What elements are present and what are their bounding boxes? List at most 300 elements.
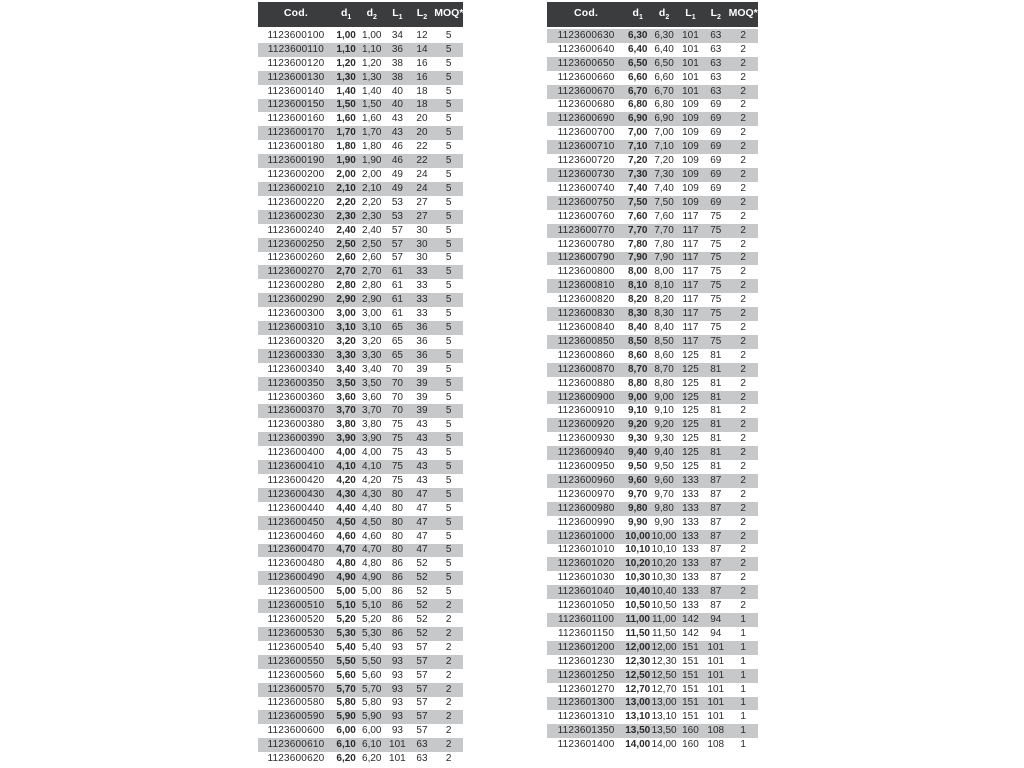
d2-cell: 4,70 xyxy=(362,545,382,556)
code-cell: 1123600290 xyxy=(267,295,325,306)
table-row xyxy=(258,85,463,99)
l2-cell: 87 xyxy=(710,545,722,556)
d1-cell: 2,30 xyxy=(336,211,356,222)
table-row xyxy=(258,349,463,363)
d2-cell: 6,50 xyxy=(654,58,674,69)
l1-cell: 43 xyxy=(391,128,403,139)
moq-cell: 2 xyxy=(740,545,746,556)
d2-cell: 7,70 xyxy=(654,225,674,236)
d1-cell: 2,00 xyxy=(336,170,356,181)
code-cell: 1123600510 xyxy=(267,601,325,612)
table-row xyxy=(258,627,463,641)
moq-cell: 5 xyxy=(445,559,452,570)
code-cell: 1123600400 xyxy=(267,448,325,459)
code-cell: 1123600550 xyxy=(267,656,325,667)
moq-cell: 1 xyxy=(740,712,746,723)
table-row xyxy=(547,655,758,669)
l2-cell: 63 xyxy=(710,58,722,69)
l1-cell: 133 xyxy=(682,601,699,612)
code-cell: 1123600350 xyxy=(267,378,325,389)
l2-cell: 81 xyxy=(710,392,722,403)
d1-cell: 1,00 xyxy=(336,30,356,41)
catalog-table-right xyxy=(547,2,758,752)
d1-cell: 7,60 xyxy=(627,211,648,222)
l2-cell: 75 xyxy=(710,295,722,306)
l1-cell: 133 xyxy=(682,545,699,556)
d2-cell: 2,20 xyxy=(362,197,382,208)
d1-cell: 6,90 xyxy=(627,114,648,125)
l2-cell: 52 xyxy=(416,615,428,626)
l2-cell: 75 xyxy=(710,239,722,250)
l1-cell: 86 xyxy=(391,587,403,598)
code-cell: 1123600230 xyxy=(267,211,325,222)
d2-cell: 2,80 xyxy=(362,281,382,292)
code-cell: 1123601250 xyxy=(557,670,615,681)
d1-cell: 2,20 xyxy=(336,197,356,208)
l1-cell: 70 xyxy=(391,378,403,389)
d2-cell: 3,90 xyxy=(362,434,382,445)
d2-cell: 9,90 xyxy=(654,517,674,528)
d2-cell: 3,50 xyxy=(362,378,382,389)
catalog-table-left xyxy=(258,2,463,766)
d2-cell: 13,00 xyxy=(651,698,677,709)
table-row xyxy=(547,363,758,377)
moq-cell: 5 xyxy=(445,183,452,194)
l2-cell: 43 xyxy=(416,448,428,459)
code-cell: 1123600380 xyxy=(267,420,325,431)
d2-cell: 3,10 xyxy=(362,322,382,333)
table-row xyxy=(547,613,758,627)
l1-cell: 133 xyxy=(682,531,699,542)
l2-cell: 52 xyxy=(416,601,428,612)
l1-cell: 43 xyxy=(391,114,403,125)
moq-cell: 2 xyxy=(740,100,746,111)
moq-cell: 5 xyxy=(445,58,452,69)
moq-cell: 2 xyxy=(740,58,746,69)
l2-cell: 75 xyxy=(710,322,722,333)
l2-cell: 52 xyxy=(416,628,428,639)
d2-cell: 6,70 xyxy=(654,86,674,97)
moq-cell: 1 xyxy=(740,642,746,653)
d2-cell: 7,00 xyxy=(654,128,674,139)
code-cell: 1123600540 xyxy=(267,642,325,653)
moq-cell: 2 xyxy=(445,726,452,737)
code-cell: 1123600710 xyxy=(557,142,615,153)
d1-cell: 4,20 xyxy=(336,475,356,486)
l2-cell: 52 xyxy=(416,573,428,584)
d1-cell: 5,90 xyxy=(336,712,356,723)
code-cell: 1123600110 xyxy=(267,44,324,55)
d1-cell: 3,30 xyxy=(336,350,356,361)
l1-cell: 117 xyxy=(682,267,699,278)
l1-cell: 101 xyxy=(389,754,406,765)
d1-cell: 8,00 xyxy=(627,267,648,278)
d1-cell: 12,30 xyxy=(625,656,651,667)
code-cell: 1123600300 xyxy=(267,309,325,320)
moq-cell: 5 xyxy=(445,517,452,528)
code-cell: 1123600980 xyxy=(557,503,615,514)
code-cell: 1123600260 xyxy=(267,253,325,264)
moq-cell: 2 xyxy=(740,587,746,598)
l2-cell: 16 xyxy=(416,72,428,83)
d2-cell: 1,60 xyxy=(362,114,382,125)
l1-cell: 117 xyxy=(682,322,699,333)
moq-cell: 2 xyxy=(740,489,746,500)
table-row xyxy=(258,474,463,488)
d1-cell: 7,80 xyxy=(627,239,648,250)
table-row xyxy=(258,404,463,418)
moq-cell: 5 xyxy=(445,309,452,320)
d2-cell: 2,00 xyxy=(362,170,382,181)
l2-cell: 30 xyxy=(416,239,428,250)
moq-cell: 2 xyxy=(740,295,746,306)
l1-cell: 160 xyxy=(682,726,699,737)
moq-cell: 1 xyxy=(740,628,746,639)
table-row xyxy=(258,168,463,182)
table-row xyxy=(547,516,758,530)
code-cell: 1123600410 xyxy=(267,462,325,473)
l2-cell: 63 xyxy=(710,44,722,55)
code-cell: 1123600680 xyxy=(557,100,615,111)
l2-cell: 101 xyxy=(707,642,725,653)
moq-cell: 2 xyxy=(445,712,452,723)
moq-cell: 5 xyxy=(445,30,452,41)
table-row xyxy=(258,557,463,571)
table-row xyxy=(547,530,758,544)
code-cell: 1123600130 xyxy=(267,72,325,83)
d2-cell: 9,70 xyxy=(654,489,674,500)
d1-cell: 7,40 xyxy=(627,183,648,194)
l2-cell: 43 xyxy=(416,420,428,431)
d2-cell: 14,00 xyxy=(651,740,677,751)
moq-cell: 1 xyxy=(740,615,746,626)
column-header-l1: $L_1$ xyxy=(392,7,403,22)
moq-cell: 2 xyxy=(740,350,746,361)
l2-cell: 57 xyxy=(416,698,428,709)
table-row xyxy=(547,599,758,613)
d2-cell: 2,40 xyxy=(362,225,382,236)
l2-cell: 63 xyxy=(710,86,722,97)
l2-cell: 87 xyxy=(710,559,722,570)
table-row xyxy=(547,488,758,502)
d1-cell: 1,30 xyxy=(336,72,356,83)
l1-cell: 151 xyxy=(682,684,699,695)
d1-cell: 4,50 xyxy=(336,517,356,528)
l1-cell: 125 xyxy=(682,364,699,375)
l1-cell: 57 xyxy=(391,225,403,236)
code-cell: 1123600830 xyxy=(557,309,615,320)
moq-cell: 2 xyxy=(445,684,452,695)
moq-cell: 5 xyxy=(445,114,452,125)
d2-cell: 5,00 xyxy=(362,587,382,598)
l1-cell: 61 xyxy=(391,309,403,320)
d2-cell: 1,80 xyxy=(362,142,382,153)
l2-cell: 69 xyxy=(710,128,722,139)
moq-cell: 2 xyxy=(740,170,746,181)
l1-cell: 93 xyxy=(391,726,403,737)
l2-cell: 87 xyxy=(710,517,722,528)
code-cell: 1123600760 xyxy=(557,211,615,222)
table-row xyxy=(258,154,463,168)
d2-cell: 6,40 xyxy=(654,44,674,55)
d1-cell: 4,80 xyxy=(336,559,356,570)
code-cell: 1123601030 xyxy=(557,573,615,584)
code-cell: 1123600730 xyxy=(557,170,615,181)
moq-cell: 5 xyxy=(445,434,452,445)
code-cell: 1123600670 xyxy=(557,86,615,97)
d1-cell: 9,10 xyxy=(627,406,648,417)
moq-cell: 5 xyxy=(445,350,452,361)
d1-cell: 3,50 xyxy=(336,378,356,389)
table-row xyxy=(547,349,758,363)
d1-cell: 7,30 xyxy=(627,170,648,181)
code-cell: 1123600850 xyxy=(557,336,615,347)
code-cell: 1123601270 xyxy=(557,684,615,695)
d2-cell: 5,30 xyxy=(362,628,382,639)
moq-cell: 1 xyxy=(740,726,746,737)
l2-cell: 30 xyxy=(416,225,428,236)
l1-cell: 93 xyxy=(391,670,403,681)
d1-cell: 9,20 xyxy=(627,420,648,431)
l2-cell: 47 xyxy=(416,531,428,542)
code-cell: 1123600370 xyxy=(267,406,325,417)
l1-cell: 53 xyxy=(391,197,403,208)
d1-cell: 1,70 xyxy=(336,128,356,139)
d2-cell: 3,80 xyxy=(362,420,382,431)
l1-cell: 86 xyxy=(391,615,403,626)
moq-cell: 1 xyxy=(740,740,746,751)
moq-cell: 5 xyxy=(445,225,452,236)
d1-cell: 12,70 xyxy=(625,684,651,695)
moq-cell: 2 xyxy=(740,406,746,417)
table-row xyxy=(258,126,463,140)
l1-cell: 117 xyxy=(682,295,699,306)
l2-cell: 47 xyxy=(416,517,428,528)
d1-cell: 1,80 xyxy=(336,142,356,153)
d1-cell: 1,40 xyxy=(336,86,356,97)
code-cell: 1123601000 xyxy=(557,531,615,542)
table-row xyxy=(547,154,758,168)
code-cell: 1123600970 xyxy=(557,489,615,500)
table-row xyxy=(547,99,758,113)
l2-cell: 47 xyxy=(416,503,428,514)
moq-cell: 5 xyxy=(445,392,452,403)
moq-cell: 2 xyxy=(740,225,746,236)
d2-cell: 9,10 xyxy=(654,406,674,417)
moq-cell: 2 xyxy=(445,670,452,681)
l2-cell: 101 xyxy=(707,670,725,681)
l1-cell: 93 xyxy=(391,656,403,667)
table-row xyxy=(547,335,758,349)
d2-cell: 3,70 xyxy=(362,406,382,417)
code-cell: 1123600630 xyxy=(557,30,615,41)
l1-cell: 101 xyxy=(389,740,406,751)
code-cell: 1123600930 xyxy=(557,434,615,445)
table-row xyxy=(547,669,758,683)
l1-cell: 93 xyxy=(391,642,403,653)
code-cell: 1123600840 xyxy=(557,322,615,333)
d2-cell: 5,10 xyxy=(362,601,382,612)
l2-cell: 24 xyxy=(416,183,428,194)
l1-cell: 61 xyxy=(391,267,403,278)
l1-cell: 86 xyxy=(391,628,403,639)
d1-cell: 10,40 xyxy=(625,587,651,598)
table-row xyxy=(547,210,758,224)
table-row xyxy=(258,363,463,377)
d1-cell: 13,50 xyxy=(625,726,651,737)
l1-cell: 117 xyxy=(682,225,699,236)
moq-cell: 2 xyxy=(740,114,746,125)
table-row xyxy=(258,57,463,71)
code-cell: 1123600520 xyxy=(267,615,325,626)
l1-cell: 80 xyxy=(391,517,403,528)
l2-cell: 69 xyxy=(710,156,722,167)
table-row xyxy=(547,293,758,307)
d2-cell: 1,70 xyxy=(362,128,382,139)
code-cell: 1123600420 xyxy=(267,475,325,486)
moq-cell: 5 xyxy=(445,336,452,347)
d1-cell: 4,90 xyxy=(336,573,356,584)
l2-cell: 81 xyxy=(710,350,722,361)
table-row xyxy=(547,85,758,99)
table-row xyxy=(258,683,463,697)
d1-cell: 3,80 xyxy=(336,420,356,431)
l1-cell: 133 xyxy=(682,475,699,486)
l1-cell: 101 xyxy=(682,72,699,83)
table-row xyxy=(547,224,758,238)
l1-cell: 38 xyxy=(391,72,403,83)
d2-cell: 3,20 xyxy=(362,336,382,347)
table-row xyxy=(547,544,758,558)
d1-cell: 8,50 xyxy=(627,336,648,347)
d2-cell: 8,80 xyxy=(654,378,674,389)
d2-cell: 6,10 xyxy=(362,740,382,751)
d2-cell: 7,40 xyxy=(654,183,674,194)
table-row xyxy=(258,182,463,196)
table-row xyxy=(258,43,463,57)
moq-cell: 2 xyxy=(740,378,746,389)
l1-cell: 125 xyxy=(682,392,699,403)
l1-cell: 117 xyxy=(682,336,699,347)
code-cell: 1123600740 xyxy=(557,183,615,194)
l2-cell: 57 xyxy=(416,712,428,723)
d2-cell: 9,00 xyxy=(654,392,674,403)
d1-cell: 5,50 xyxy=(336,656,356,667)
d2-cell: 1,30 xyxy=(362,72,382,83)
table-row xyxy=(258,112,463,126)
table-row xyxy=(547,627,758,641)
d2-cell: 11,00 xyxy=(651,615,677,626)
d1-cell: 5,00 xyxy=(336,587,356,598)
d2-cell: 5,40 xyxy=(362,642,382,653)
moq-cell: 2 xyxy=(740,281,746,292)
d2-cell: 6,60 xyxy=(654,72,674,83)
code-cell: 1123600160 xyxy=(267,114,325,125)
code-cell: 1123600720 xyxy=(557,156,615,167)
code-cell: 1123600500 xyxy=(267,587,325,598)
moq-cell: 5 xyxy=(445,197,452,208)
l1-cell: 70 xyxy=(391,406,403,417)
d1-cell: 2,10 xyxy=(336,183,356,194)
moq-cell: 5 xyxy=(445,364,452,375)
table-row xyxy=(547,391,758,405)
code-cell: 1123601150 xyxy=(557,628,615,639)
code-cell: 1123601300 xyxy=(557,698,615,709)
d2-cell: 6,90 xyxy=(654,114,674,125)
l1-cell: 93 xyxy=(391,684,403,695)
moq-cell: 5 xyxy=(445,281,452,292)
d2-cell: 7,50 xyxy=(654,197,674,208)
l2-cell: 22 xyxy=(416,156,428,167)
l2-cell: 69 xyxy=(710,142,722,153)
table-row xyxy=(547,474,758,488)
table-row xyxy=(258,544,463,558)
table-row xyxy=(258,377,463,391)
l1-cell: 57 xyxy=(391,253,403,264)
table-row xyxy=(547,724,758,738)
d2-cell: 4,90 xyxy=(362,573,382,584)
moq-cell: 2 xyxy=(445,642,452,653)
code-cell: 1123600860 xyxy=(557,350,615,361)
table-row xyxy=(547,404,758,418)
d2-cell: 4,30 xyxy=(362,489,382,500)
d1-cell: 1,50 xyxy=(336,100,356,111)
d1-cell: 3,90 xyxy=(336,434,356,445)
l1-cell: 86 xyxy=(391,601,403,612)
column-header-cod: Cod. xyxy=(573,7,599,19)
l2-cell: 108 xyxy=(707,726,725,737)
d2-cell: 8,70 xyxy=(654,364,674,375)
l2-cell: 39 xyxy=(416,392,428,403)
table-row xyxy=(258,641,463,655)
table-row xyxy=(547,321,758,335)
d2-cell: 4,50 xyxy=(362,517,382,528)
l1-cell: 151 xyxy=(682,656,699,667)
code-cell: 1123600900 xyxy=(557,392,615,403)
d2-cell: 2,90 xyxy=(362,295,382,306)
moq-cell: 5 xyxy=(445,86,452,97)
l1-cell: 86 xyxy=(391,559,403,570)
l1-cell: 61 xyxy=(391,295,403,306)
l1-cell: 46 xyxy=(391,156,403,167)
l2-cell: 18 xyxy=(416,100,428,111)
table-row xyxy=(258,488,463,502)
d1-cell: 14,00 xyxy=(625,740,651,751)
table-row xyxy=(258,697,463,711)
d1-cell: 3,20 xyxy=(336,336,356,347)
d1-cell: 2,60 xyxy=(336,253,356,264)
d1-cell: 4,00 xyxy=(336,448,356,459)
l2-cell: 36 xyxy=(416,322,428,333)
d2-cell: 8,10 xyxy=(654,281,674,292)
table-row xyxy=(547,57,758,71)
code-cell: 1123600460 xyxy=(267,531,325,542)
l1-cell: 46 xyxy=(391,142,403,153)
code-cell: 1123601230 xyxy=(557,656,615,667)
code-cell: 1123600610 xyxy=(267,740,325,751)
l2-cell: 20 xyxy=(416,114,428,125)
code-cell: 1123600200 xyxy=(267,170,325,181)
d2-cell: 3,60 xyxy=(362,392,382,403)
table-row xyxy=(547,460,758,474)
code-cell: 1123600920 xyxy=(557,420,615,431)
l1-cell: 70 xyxy=(391,392,403,403)
d2-cell: 6,30 xyxy=(654,30,674,41)
d1-cell: 5,40 xyxy=(336,642,356,653)
d1-cell: 9,70 xyxy=(627,489,648,500)
l1-cell: 40 xyxy=(391,100,403,111)
l2-cell: 69 xyxy=(710,100,722,111)
